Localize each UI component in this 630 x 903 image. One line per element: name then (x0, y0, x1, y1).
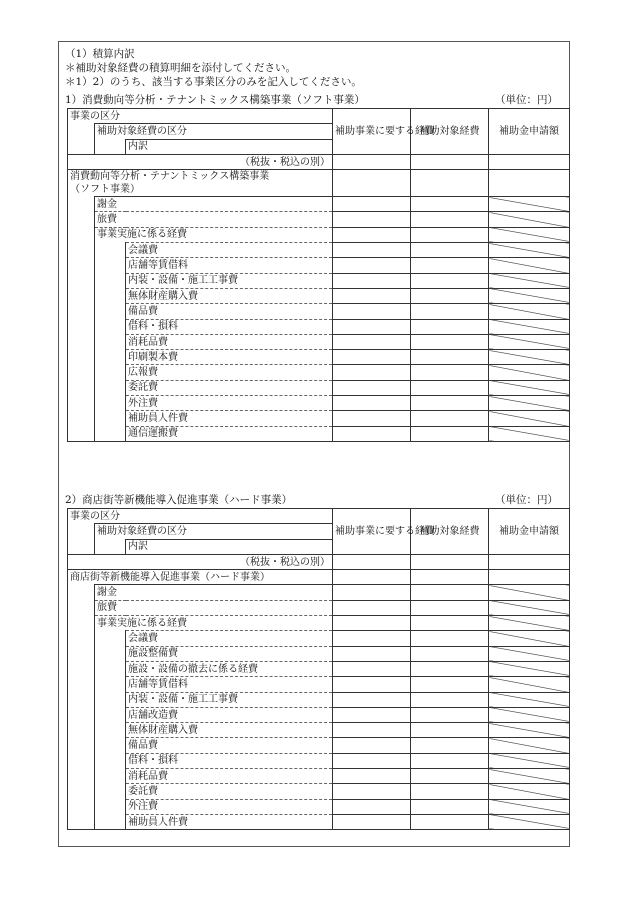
eligible-input-cell[interactable] (411, 677, 489, 692)
subsidy-cell-disabled (489, 600, 570, 615)
indent-spacer (95, 396, 126, 411)
subsidy-cell-disabled (489, 212, 570, 227)
eligible-input-cell[interactable] (411, 738, 489, 753)
indent-spacer (68, 426, 95, 441)
breakdown-row (68, 646, 570, 661)
breakdown-row (68, 243, 570, 258)
eligible-input-cell[interactable] (411, 784, 489, 799)
project-row (68, 570, 570, 585)
eligible-input-cell[interactable] (411, 646, 489, 661)
subsidy-cell-disabled (489, 753, 570, 768)
expense-input-cell[interactable] (333, 273, 411, 288)
project-name-line1: 消費動向等分析・テナントミックス構築事業 (70, 171, 270, 183)
breakdown-row (68, 677, 570, 692)
expense-input-cell[interactable] (333, 426, 411, 441)
subsidy-input-cell[interactable] (489, 570, 570, 585)
subsidy-cell-disabled (489, 814, 570, 829)
indent-spacer (95, 539, 126, 554)
expense-item-label: 謝金 (95, 585, 333, 600)
subsidy-cell-disabled (489, 631, 570, 646)
expense-input-cell[interactable] (333, 350, 411, 365)
eligible-input-cell[interactable] (411, 600, 489, 615)
indent-spacer (95, 319, 126, 334)
breakdown-row (68, 692, 570, 707)
expense-input-cell[interactable] (333, 707, 411, 722)
indent-spacer (68, 616, 95, 631)
indent-spacer (68, 396, 95, 411)
eligible-input-cell[interactable] (411, 273, 489, 288)
subsidy-input-cell[interactable] (489, 170, 570, 197)
breakdown-row (68, 396, 570, 411)
subsidy-input-cell[interactable] (489, 154, 570, 169)
subsidy-cell-disabled (489, 646, 570, 661)
subsidy-cell-disabled (489, 692, 570, 707)
indent-spacer (68, 212, 95, 227)
subsidy-cell-disabled (489, 304, 570, 319)
breakdown-row (68, 426, 570, 441)
expense-input-cell[interactable] (333, 258, 411, 273)
breakdown-row (68, 631, 570, 646)
expense-item-row (68, 197, 570, 212)
header-row (68, 109, 570, 124)
breakdown-row (68, 319, 570, 334)
expense-input-cell[interactable] (333, 570, 411, 585)
expense-item-label: 事業実施に係る経費 (95, 616, 333, 631)
eligible-input-cell[interactable] (411, 585, 489, 600)
expense-input-cell[interactable] (333, 288, 411, 303)
tax-distinction-label: （税抜・税込の別） (68, 554, 333, 569)
indent-spacer (68, 243, 95, 258)
indent-spacer (68, 197, 95, 212)
breakdown-label: 広報費 (126, 365, 333, 380)
breakdown-label: 施設整備費 (126, 646, 333, 661)
subsidy-cell-disabled (489, 319, 570, 334)
indent-spacer (68, 258, 95, 273)
breakdown-label: 借料・損料 (126, 753, 333, 768)
indent-spacer (95, 631, 126, 646)
project-name-line2: （ソフト事業） (70, 184, 140, 196)
breakdown-label: 店舗等賃借料 (126, 258, 333, 273)
expense-input-cell[interactable] (333, 738, 411, 753)
indent-spacer (68, 738, 95, 753)
expense-item-label: 旅費 (95, 212, 333, 227)
breakdown-label: 無体財産購入費 (126, 723, 333, 738)
breakdown-row (68, 304, 570, 319)
indent-spacer (95, 273, 126, 288)
subsidy-cell-disabled (489, 784, 570, 799)
indent-spacer (95, 304, 126, 319)
indent-spacer (95, 365, 126, 380)
indent-spacer (68, 334, 95, 349)
breakdown-label: 会議費 (126, 631, 333, 646)
indent-spacer (95, 723, 126, 738)
breakdown-row (68, 723, 570, 738)
subsidy-cell-disabled (489, 227, 570, 242)
expense-input-cell[interactable] (333, 365, 411, 380)
breakdown-label: 補助員人件費 (126, 814, 333, 829)
header-expense-category: 補助対象経費の区分 (95, 124, 333, 139)
expense-input-cell[interactable] (333, 692, 411, 707)
breakdown-row (68, 365, 570, 380)
indent-spacer (95, 288, 126, 303)
expense-item-label: 謝金 (95, 197, 333, 212)
indent-spacer (95, 334, 126, 349)
expense-input-cell[interactable] (333, 814, 411, 829)
breakdown-row (68, 411, 570, 426)
eligible-input-cell[interactable] (411, 304, 489, 319)
breakdown-label: 備品費 (126, 738, 333, 753)
breakdown-row (68, 288, 570, 303)
project-name (68, 170, 333, 197)
eligible-input-cell[interactable] (411, 769, 489, 784)
breakdown-row (68, 334, 570, 349)
breakdown-label: 印刷製本費 (126, 350, 333, 365)
section-title: （1）積算内訳 (65, 48, 135, 60)
breakdown-row (68, 707, 570, 722)
indent-spacer (95, 814, 126, 829)
indent-spacer (68, 319, 95, 334)
eligible-input-cell[interactable] (411, 212, 489, 227)
eligible-input-cell[interactable] (411, 692, 489, 707)
breakdown-label: 内装・設備・施工工事費 (126, 273, 333, 288)
breakdown-label: 店舗等賃借料 (126, 677, 333, 692)
eligible-input-cell[interactable] (411, 334, 489, 349)
breakdown-row (68, 738, 570, 753)
expense-input-cell[interactable] (333, 212, 411, 227)
expense-input-cell[interactable] (333, 784, 411, 799)
expense-input-cell[interactable] (333, 319, 411, 334)
expense-input-cell[interactable] (333, 616, 411, 631)
expense-input-cell[interactable] (333, 334, 411, 349)
eligible-input-cell[interactable] (411, 631, 489, 646)
eligible-input-cell[interactable] (411, 170, 489, 197)
eligible-input-cell[interactable] (411, 350, 489, 365)
eligible-input-cell[interactable] (411, 365, 489, 380)
subsidy-cell-disabled (489, 365, 570, 380)
expense-item-row (68, 616, 570, 631)
indent-spacer (68, 524, 95, 539)
breakdown-label: 会議費 (126, 243, 333, 258)
subsidy-cell-disabled (489, 677, 570, 692)
indent-spacer (95, 784, 126, 799)
section2-heading: 2）商店街等新機能導入促進事業（ハード事業） (65, 494, 293, 506)
header-project-cost: 補助事業に要する経費 (333, 509, 411, 555)
tax-row (68, 154, 570, 169)
subsidy-cell-disabled (489, 411, 570, 426)
indent-spacer (95, 769, 126, 784)
breakdown-label: 消耗品費 (126, 769, 333, 784)
indent-spacer (95, 258, 126, 273)
eligible-input-cell[interactable] (411, 154, 489, 169)
eligible-input-cell[interactable] (411, 258, 489, 273)
breakdown-label: 委託費 (126, 784, 333, 799)
subsidy-cell-disabled (489, 197, 570, 212)
indent-spacer (68, 365, 95, 380)
eligible-input-cell[interactable] (411, 814, 489, 829)
subsidy-cell-disabled (489, 380, 570, 395)
indent-spacer (95, 753, 126, 768)
eligible-input-cell[interactable] (411, 554, 489, 569)
eligible-input-cell[interactable] (411, 753, 489, 768)
header-business-category: 事業の区分 (68, 509, 333, 524)
section1-heading: 1）消費動向等分析・テナントミックス構築事業（ソフト事業） (65, 94, 365, 106)
indent-spacer (95, 243, 126, 258)
subsidy-cell-disabled (489, 350, 570, 365)
expense-input-cell[interactable] (333, 799, 411, 814)
indent-spacer (95, 661, 126, 676)
breakdown-row (68, 799, 570, 814)
indent-spacer (68, 600, 95, 615)
indent-spacer (68, 411, 95, 426)
breakdown-label: 無体財産購入費 (126, 288, 333, 303)
note-attach: ＊補助対象経費の積算明細を添付してください。 (65, 62, 296, 74)
indent-spacer (68, 814, 95, 829)
header-expense-category: 補助対象経費の区分 (95, 524, 333, 539)
header-business-category: 事業の区分 (68, 109, 333, 124)
expense-input-cell[interactable] (333, 154, 411, 169)
expense-input-cell[interactable] (333, 585, 411, 600)
subsidy-input-cell[interactable] (489, 554, 570, 569)
eligible-input-cell[interactable] (411, 243, 489, 258)
tax-distinction-label: （税抜・税込の別） (68, 154, 333, 169)
breakdown-row (68, 661, 570, 676)
breakdown-label: 補助員人件費 (126, 411, 333, 426)
indent-spacer (68, 273, 95, 288)
indent-spacer (68, 646, 95, 661)
expense-input-cell[interactable] (333, 677, 411, 692)
indent-spacer (95, 799, 126, 814)
tax-row (68, 554, 570, 569)
eligible-input-cell[interactable] (411, 227, 489, 242)
expense-item-label: 旅費 (95, 600, 333, 615)
expense-item-row (68, 600, 570, 615)
expense-input-cell[interactable] (333, 631, 411, 646)
eligible-input-cell[interactable] (411, 319, 489, 334)
indent-spacer (68, 227, 95, 242)
indent-spacer (68, 350, 95, 365)
subsidy-cell-disabled (489, 396, 570, 411)
indent-spacer (68, 677, 95, 692)
indent-spacer (68, 631, 95, 646)
expense-input-cell[interactable] (333, 600, 411, 615)
subsidy-cell-disabled (489, 258, 570, 273)
section2-unit: （単位：円） (495, 494, 558, 506)
indent-spacer (68, 799, 95, 814)
expense-item-row (68, 585, 570, 600)
subsidy-cell-disabled (489, 738, 570, 753)
project-name: 商店街等新機能導入促進事業（ハード事業） (68, 570, 333, 585)
expense-input-cell[interactable] (333, 243, 411, 258)
breakdown-row (68, 769, 570, 784)
subsidy-cell-disabled (489, 616, 570, 631)
indent-spacer (95, 380, 126, 395)
expense-input-cell[interactable] (333, 304, 411, 319)
header-breakdown: 内訳 (126, 139, 333, 154)
eligible-input-cell[interactable] (411, 570, 489, 585)
breakdown-row (68, 350, 570, 365)
expense-item-row (68, 212, 570, 227)
indent-spacer (68, 380, 95, 395)
breakdown-label: 委託費 (126, 380, 333, 395)
expense-input-cell[interactable] (333, 661, 411, 676)
eligible-input-cell[interactable] (411, 288, 489, 303)
expense-item-label: 事業実施に係る経費 (95, 227, 333, 242)
eligible-input-cell[interactable] (411, 426, 489, 441)
subsidy-cell-disabled (489, 661, 570, 676)
indent-spacer (95, 350, 126, 365)
subsidy-cell-disabled (489, 334, 570, 349)
subsidy-cell-disabled (489, 426, 570, 441)
expense-input-cell[interactable] (333, 170, 411, 197)
eligible-input-cell[interactable] (411, 411, 489, 426)
expense-input-cell[interactable] (333, 554, 411, 569)
header-subsidy-request: 補助金申請額 (489, 109, 570, 155)
indent-spacer (68, 539, 95, 554)
breakdown-label: 通信運搬費 (126, 426, 333, 441)
breakdown-label: 備品費 (126, 304, 333, 319)
expense-input-cell[interactable] (333, 396, 411, 411)
eligible-input-cell[interactable] (411, 799, 489, 814)
section2-table (67, 508, 570, 830)
indent-spacer (68, 661, 95, 676)
section1-table (67, 108, 570, 442)
indent-spacer (68, 585, 95, 600)
breakdown-label: 消耗品費 (126, 334, 333, 349)
expense-item-row (68, 227, 570, 242)
eligible-input-cell[interactable] (411, 616, 489, 631)
subsidy-cell-disabled (489, 769, 570, 784)
header-subsidy-request: 補助金申請額 (489, 509, 570, 555)
breakdown-label: 借料・損料 (126, 319, 333, 334)
header-project-cost: 補助事業に要する経費 (333, 109, 411, 155)
subsidy-cell-disabled (489, 585, 570, 600)
eligible-input-cell[interactable] (411, 661, 489, 676)
indent-spacer (95, 692, 126, 707)
indent-spacer (68, 784, 95, 799)
expense-input-cell[interactable] (333, 769, 411, 784)
indent-spacer (95, 139, 126, 154)
indent-spacer (95, 411, 126, 426)
expense-input-cell[interactable] (333, 753, 411, 768)
breakdown-label: 外注費 (126, 396, 333, 411)
expense-input-cell[interactable] (333, 723, 411, 738)
subsidy-cell-disabled (489, 723, 570, 738)
breakdown-row (68, 814, 570, 829)
breakdown-row (68, 753, 570, 768)
indent-spacer (68, 304, 95, 319)
subsidy-cell-disabled (489, 243, 570, 258)
indent-spacer (68, 124, 95, 139)
breakdown-row (68, 258, 570, 273)
subsidy-cell-disabled (489, 707, 570, 722)
indent-spacer (68, 769, 95, 784)
expense-input-cell[interactable] (333, 646, 411, 661)
breakdown-row (68, 380, 570, 395)
eligible-input-cell[interactable] (411, 707, 489, 722)
breakdown-row (68, 273, 570, 288)
breakdown-label: 店舗改造費 (126, 707, 333, 722)
eligible-input-cell[interactable] (411, 197, 489, 212)
breakdown-label: 内装・設備・施工工事費 (126, 692, 333, 707)
indent-spacer (95, 426, 126, 441)
indent-spacer (95, 738, 126, 753)
eligible-input-cell[interactable] (411, 380, 489, 395)
indent-spacer (68, 707, 95, 722)
subsidy-cell-disabled (489, 273, 570, 288)
indent-spacer (95, 646, 126, 661)
indent-spacer (68, 723, 95, 738)
indent-spacer (95, 677, 126, 692)
subsidy-cell-disabled (489, 799, 570, 814)
note-select: ＊1）2）のうち、該当する事業区分のみを記入してください。 (65, 76, 362, 88)
eligible-input-cell[interactable] (411, 723, 489, 738)
expense-input-cell[interactable] (333, 197, 411, 212)
section1-unit: （単位：円） (495, 94, 558, 106)
indent-spacer (68, 288, 95, 303)
subsidy-cell-disabled (489, 288, 570, 303)
breakdown-label: 外注費 (126, 799, 333, 814)
indent-spacer (68, 753, 95, 768)
breakdown-row (68, 784, 570, 799)
eligible-input-cell[interactable] (411, 396, 489, 411)
indent-spacer (68, 692, 95, 707)
header-breakdown: 内訳 (126, 539, 333, 554)
header-eligible-cost: 補助対象経費 (411, 509, 489, 555)
expense-input-cell[interactable] (333, 380, 411, 395)
expense-input-cell[interactable] (333, 411, 411, 426)
indent-spacer (68, 139, 95, 154)
header-row (68, 509, 570, 524)
header-eligible-cost: 補助対象経費 (411, 109, 489, 155)
expense-input-cell[interactable] (333, 227, 411, 242)
breakdown-label: 施設・設備の撤去に係る経費 (126, 661, 333, 676)
indent-spacer (95, 707, 126, 722)
